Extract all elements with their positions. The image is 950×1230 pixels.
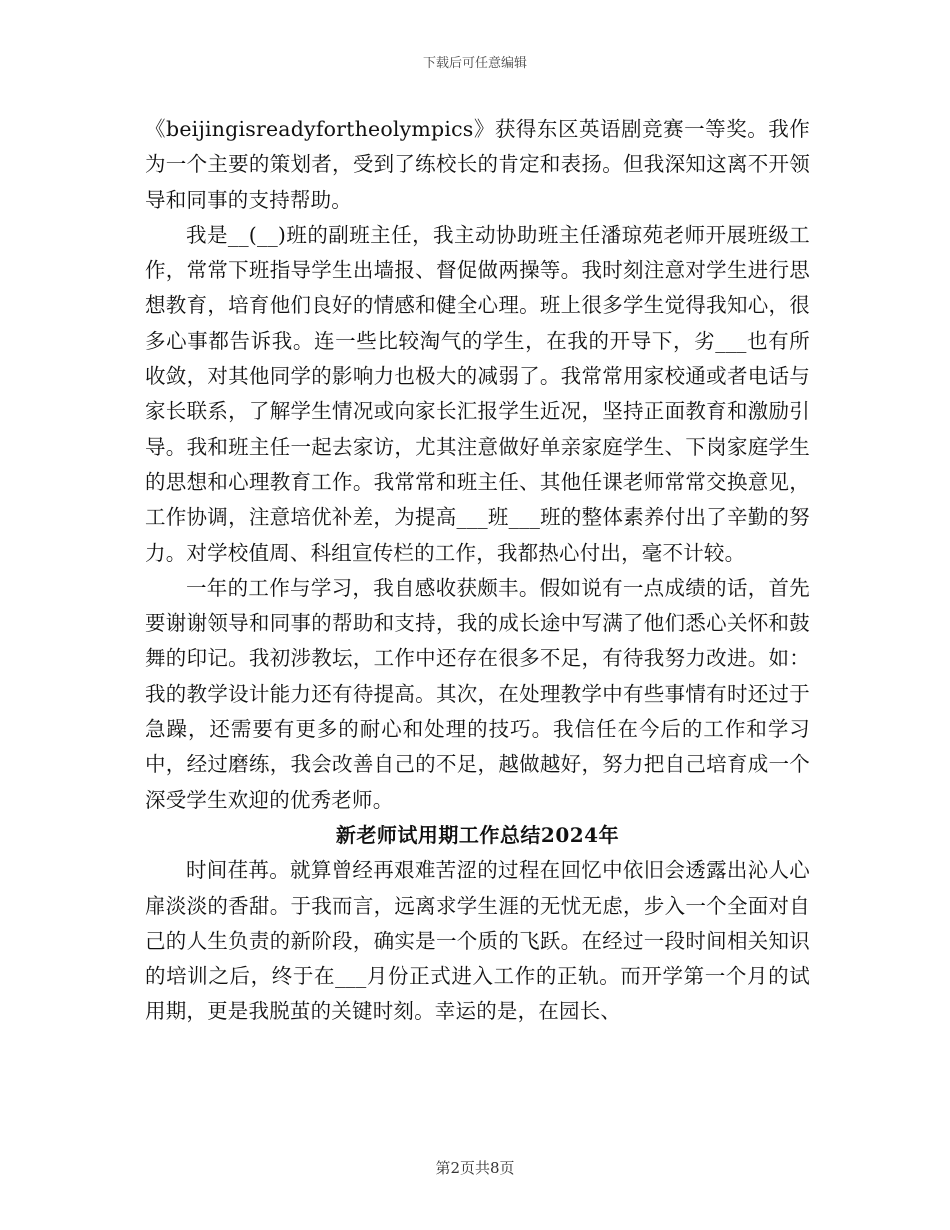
page-header: 下载后可任意编辑 bbox=[422, 56, 527, 71]
page-footer: 第2页共8页 bbox=[435, 1159, 515, 1177]
document-body bbox=[145, 112, 810, 1030]
section-title: 新老师试用期工作总结2024年 bbox=[335, 822, 620, 847]
paragraph-probation-intro: 时间荏苒。就算曾经再艰难苦涩的过程在回忆中依旧会透露出沁人心扉淡淡的香甜。于我而言，远离求学生涯的无忧无虑，步入一个全面对自己的人生负责的新阶段，确实是一个质的飞跃。在经过一段时间相关知识的培训之后，终于在___月份正式进入工作的正轨。而开学第一个月的试用期，更是我脱茧的关键时刻。幸运的是，在园长、 bbox=[145, 858, 810, 1024]
paragraph-assistant-teacher: 我是__(__)班的副班主任，我主动协助班主任潘琼苑老师开展班级工作，常常下班指导学生出墙报、督促做两操等。我时刻注意对学生进行思想教育，培育他们良好的情感和健全心理。班上很多学生觉得我知心，很多心事都告诉我。连一些比较淘气的学生，在我的开导下，劣___也有所收敛，对其他同学的影响力也极大的减弱了。我常常用家校通或者电话与家长联系，了解学生情况或向家长汇报学生近况，坚持正面教育和激励引导。我和班主任一起去家访，尤其注意做好单亲家庭学生、下岗家庭学生的思想和心理教育工作。我常常和班主任、其他任课老师常常交换意见，工作协调，注意培优补差，为提高___班___班的整体素养付出了辛勤的努力。对学校值周、科组宣传栏的工作，我都热心付出，毫不计较。 bbox=[145, 222, 810, 565]
paragraph-award: 《beijingisreadyfortheolympics》获得东区英语剧竞赛一等奖。我作为一个主要的策划者，受到了练校长的肯定和表扬。但我深知这离不开领导和同事的支持帮助。 bbox=[145, 117, 810, 212]
paragraph-reflection: 一年的工作与学习，我自感收获颇丰。假如说有一点成绩的话，首先要谢谢领导和同事的帮助和支持，我的成长途中写满了他们悉心关怀和鼓舞的印记。我初涉教坛，工作中还存在很多不足，有待我努力改进。如：我的教学设计能力还有待提高。其次，在处理教学中有些事情有时还过于急躁，还需要有更多的耐心和处理的技巧。我信任在今后的工作和学习中，经过磨练，我会改善自己的不足，越做越好，努力把自己培育成一个深受学生欢迎的优秀老师。 bbox=[145, 575, 810, 812]
